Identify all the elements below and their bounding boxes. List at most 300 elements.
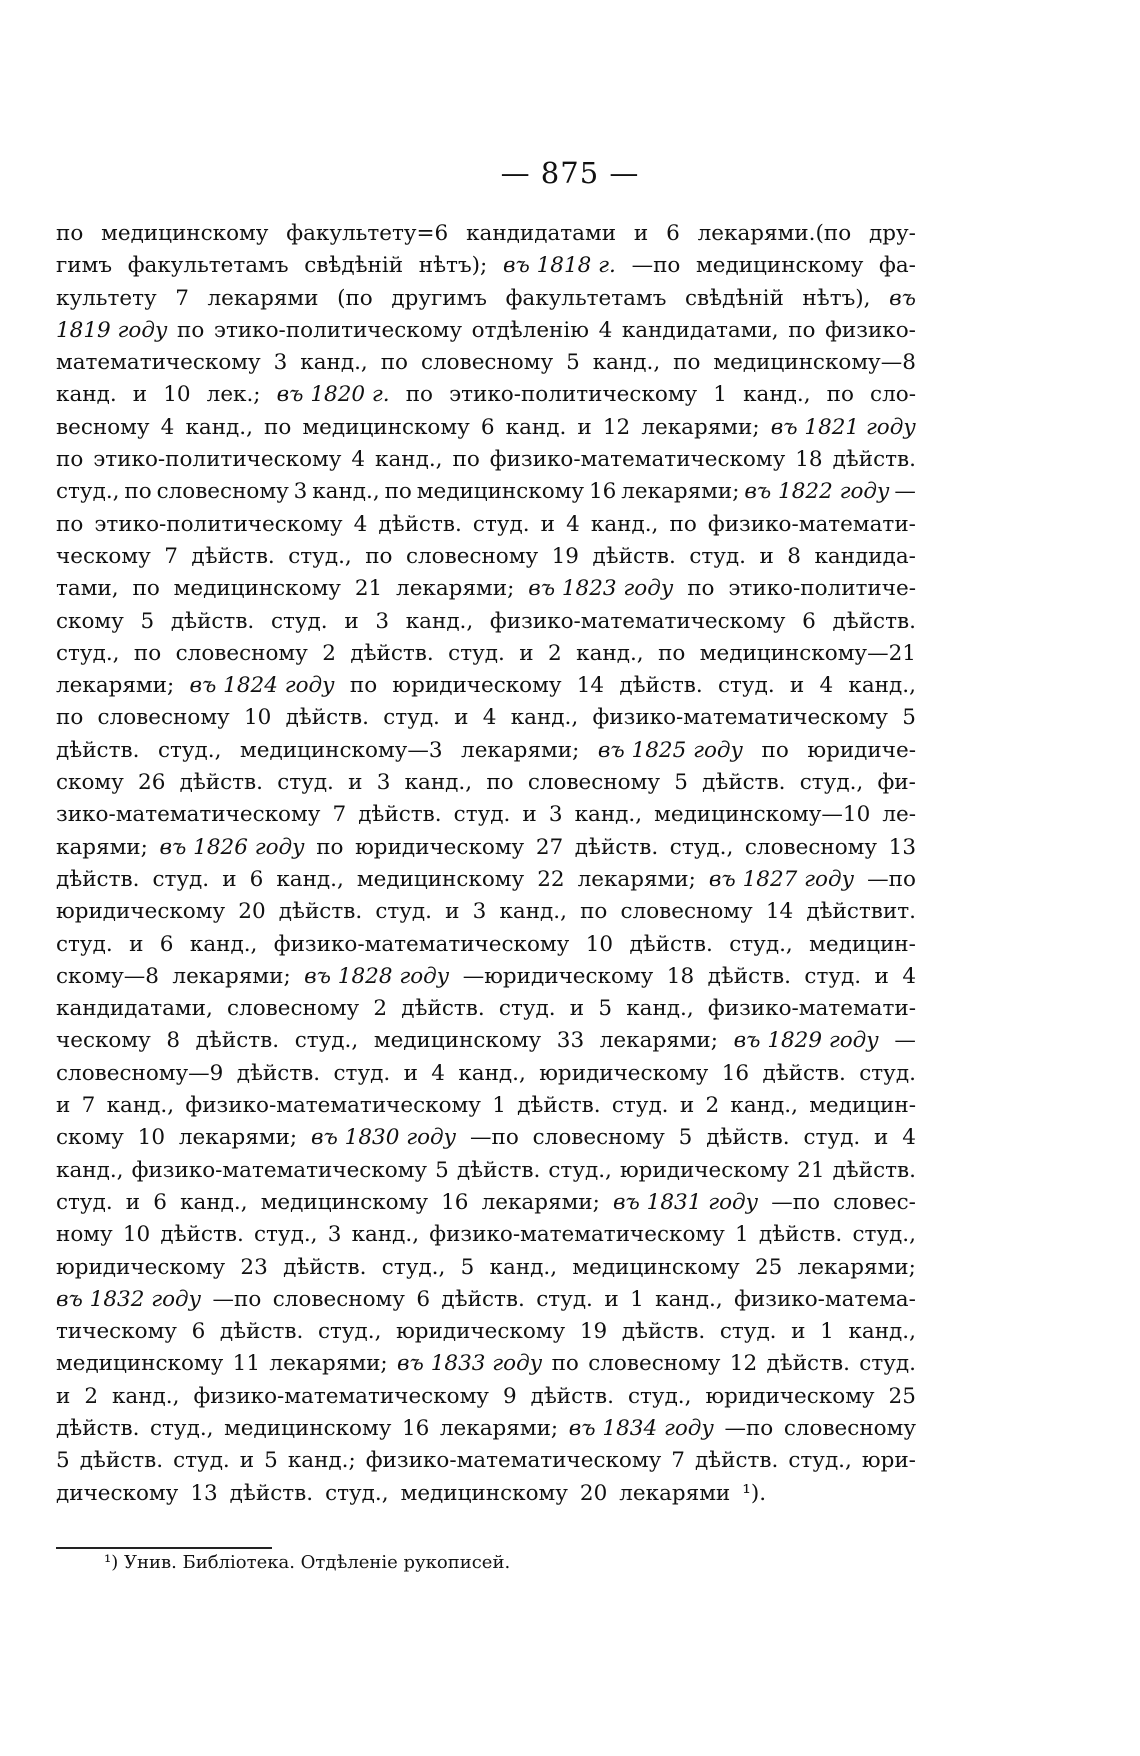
- word: словесному: [620, 899, 753, 925]
- word: лекарями;: [269, 1351, 388, 1377]
- word: 6: [159, 931, 174, 957]
- word: этико-политическому: [93, 447, 342, 473]
- word: и: [759, 543, 774, 569]
- word: 19: [579, 1319, 608, 1345]
- word: по: [580, 899, 608, 925]
- word: дѣйств.: [517, 1093, 601, 1119]
- word: дѣйств.: [285, 705, 369, 731]
- word: студ.: [859, 1060, 916, 1086]
- word: 4: [482, 705, 497, 731]
- word: лекарями;: [396, 576, 515, 602]
- word: и: [791, 1319, 806, 1345]
- word: канд.,: [576, 640, 644, 666]
- word: канд.,: [574, 802, 643, 828]
- word: дическому: [56, 1480, 179, 1506]
- text-line: [56, 993, 916, 1025]
- word: канд.,: [185, 414, 253, 440]
- word: дѣйств.: [378, 511, 462, 537]
- word: физико-: [825, 317, 916, 343]
- word: лекарями;: [641, 414, 760, 440]
- text-line: [56, 283, 916, 315]
- year-phrase: въ 1829 году: [733, 1028, 879, 1054]
- word: 5: [435, 1157, 449, 1183]
- year-phrase: въ 1834 году: [568, 1415, 714, 1441]
- word: 12: [729, 1351, 758, 1377]
- word: канд.,: [458, 1060, 526, 1086]
- word: физико-математическому: [193, 1383, 489, 1409]
- text-line: [56, 1381, 916, 1413]
- text-line: [56, 864, 916, 896]
- word: юридическому: [705, 1383, 875, 1409]
- text-line: [56, 573, 916, 605]
- word: —: [894, 479, 916, 505]
- word: дѣйств.: [706, 1125, 790, 1151]
- word: студ.,: [150, 1415, 214, 1441]
- text-line: [56, 1025, 916, 1057]
- word: и: [540, 511, 556, 537]
- word: студ.: [611, 1093, 669, 1119]
- word: медицинскому—3: [240, 737, 443, 763]
- word: 7: [81, 1093, 96, 1119]
- text-line: [56, 1316, 916, 1348]
- text-line: [56, 1187, 916, 1219]
- word: 5: [598, 996, 613, 1022]
- word: дѣйств.: [56, 866, 140, 892]
- footnote: ¹) Унив. Библіотека. Отдѣленіе рукописей.: [104, 1552, 511, 1573]
- word: медицин-: [809, 1093, 916, 1119]
- text-line: [56, 1219, 916, 1251]
- word: лекарями;: [439, 1415, 559, 1441]
- year-phrase: въ 1824 году: [189, 673, 335, 699]
- word: дѣйств.: [832, 608, 916, 634]
- word: 13: [190, 1480, 218, 1506]
- word: 1: [713, 382, 727, 408]
- body-text: [56, 218, 916, 1510]
- word: словесному: [527, 770, 660, 796]
- word: медицинскому—8: [713, 350, 916, 376]
- word: юридическому: [392, 673, 562, 699]
- word: студ.: [375, 899, 432, 925]
- word: и: [454, 705, 469, 731]
- text-line: [56, 218, 916, 250]
- year-phrase: въ 1822 году: [744, 479, 890, 505]
- word: гимъ: [56, 253, 112, 279]
- word: 5: [460, 1254, 475, 1280]
- text-line: [56, 250, 916, 282]
- word: 6: [249, 866, 264, 892]
- word: 16: [721, 1060, 750, 1086]
- word: 20: [579, 1480, 608, 1506]
- word: и: [239, 1448, 255, 1474]
- word: словесному: [532, 1125, 665, 1151]
- text-line: [56, 1090, 916, 1122]
- word: 21: [797, 1157, 825, 1183]
- word: дѣйств.: [441, 1286, 525, 1312]
- word: скому: [56, 1125, 124, 1151]
- word: 4: [902, 963, 916, 989]
- word: 4: [351, 447, 366, 473]
- text-line: [56, 1413, 916, 1445]
- word: зико-математическому: [56, 802, 321, 828]
- word: физико-математическому: [273, 931, 570, 957]
- year-phrase: въ 1820 г.: [276, 382, 390, 408]
- word: канд.,: [56, 1157, 124, 1183]
- word: —по: [470, 1125, 519, 1151]
- word: 16: [441, 1189, 469, 1215]
- word: медицин-: [809, 931, 916, 957]
- word: и: [125, 1189, 141, 1215]
- word: по: [124, 479, 152, 505]
- word: скому—8: [56, 963, 159, 989]
- text-line: [56, 1155, 916, 1187]
- word: дру-: [868, 221, 916, 246]
- text-line: [56, 541, 916, 573]
- word: по: [669, 511, 697, 537]
- word: и: [874, 963, 889, 989]
- word: 4: [566, 511, 580, 537]
- word: физико-математическому: [489, 447, 786, 473]
- year-phrase: въ 1821 году: [770, 414, 916, 440]
- text-line: [56, 1122, 916, 1154]
- word: 3: [327, 1222, 342, 1248]
- word: канд.;: [287, 1448, 356, 1474]
- word: нѣтъ),: [802, 285, 871, 311]
- word: юри-: [861, 1448, 916, 1474]
- word: студ.: [448, 640, 505, 666]
- word: лекарями;: [621, 479, 740, 505]
- word: канд.,: [106, 1093, 175, 1119]
- word: медицинскому—21: [699, 640, 916, 666]
- word: весному: [56, 414, 150, 440]
- word: 4: [902, 1125, 916, 1151]
- word: словесному: [405, 543, 539, 569]
- word: по: [761, 737, 789, 763]
- word: 10: [585, 931, 614, 957]
- word: словесному: [272, 1286, 405, 1312]
- word: физико-математическому: [592, 705, 888, 731]
- word: дѣйств.: [350, 640, 434, 666]
- word: 5: [674, 770, 688, 796]
- word: медицинскому: [173, 576, 341, 602]
- word: культету: [56, 285, 157, 311]
- word: канд.,: [180, 1189, 248, 1215]
- word: 6: [416, 1286, 430, 1312]
- word: студ.,: [799, 770, 864, 796]
- word: дѣйств.: [762, 1060, 846, 1086]
- word: по: [349, 673, 378, 699]
- word: фа-: [879, 253, 916, 279]
- year-phrase: въ 1825 году: [597, 737, 743, 763]
- text-line: [56, 476, 916, 508]
- word: по: [826, 382, 854, 408]
- word: по: [551, 1351, 579, 1377]
- word: физико-математическому: [429, 1222, 725, 1248]
- word: 4: [431, 1060, 445, 1086]
- word: дѣйств.: [694, 1448, 779, 1474]
- year-phrase: въ 1827 году: [708, 866, 855, 892]
- word: 22: [537, 866, 565, 892]
- word: и: [522, 802, 537, 828]
- word: 1: [630, 1286, 644, 1312]
- word: студ.,: [294, 1028, 359, 1054]
- word: тическому: [56, 1319, 177, 1345]
- word: дѣйств.: [456, 1157, 541, 1183]
- word: юридическому: [56, 899, 226, 925]
- word: студ.,: [852, 1222, 916, 1248]
- year-phrase: въ 1833 году: [397, 1351, 543, 1377]
- word: по: [56, 447, 84, 473]
- word: дѣйств.: [629, 931, 713, 957]
- word: этико-политиче-: [728, 576, 916, 602]
- word: кандида-: [814, 543, 916, 569]
- word: 6: [480, 414, 495, 440]
- word: 4: [160, 414, 175, 440]
- word: 20: [238, 899, 266, 925]
- word: студ.,: [288, 543, 352, 569]
- word: студ.,: [788, 1448, 852, 1474]
- word: дѣйств.: [195, 1028, 280, 1054]
- word: студ.: [689, 543, 746, 569]
- word: по: [673, 350, 701, 376]
- word: 1: [492, 1093, 506, 1119]
- word: ле-: [882, 802, 916, 828]
- word: 14: [576, 673, 605, 699]
- word: и: [222, 866, 237, 892]
- word: медицинскому: [224, 1415, 392, 1441]
- word: кандидатами: [466, 221, 617, 246]
- word: 4: [353, 511, 368, 537]
- word: лекарями;: [178, 1125, 298, 1151]
- word: словесному: [783, 1415, 916, 1441]
- word: 4: [598, 317, 613, 343]
- word: дѣйств.: [702, 770, 786, 796]
- word: 6: [191, 1319, 206, 1345]
- word: словесному: [227, 996, 360, 1022]
- word: дѣйств.: [592, 543, 676, 569]
- word: медицинскому: [373, 1028, 542, 1054]
- text-line: [56, 315, 916, 347]
- word: дѣйств.: [358, 802, 442, 828]
- word: ческому: [56, 1028, 151, 1054]
- year-phrase: въ 1826 году: [159, 834, 305, 860]
- word: дѣйств.: [191, 543, 275, 569]
- word: по: [452, 447, 480, 473]
- word: канд.,: [189, 931, 258, 957]
- word: студ.: [498, 996, 556, 1022]
- word: 10: [137, 1125, 166, 1151]
- word: и: [403, 1060, 418, 1086]
- word: и: [56, 1093, 71, 1119]
- word: 2: [548, 640, 562, 666]
- word: студ.,: [157, 737, 222, 763]
- word: студ.: [719, 1319, 777, 1345]
- word: канд.,: [111, 1383, 180, 1409]
- word: —юридическому: [462, 963, 654, 989]
- text-line: [56, 606, 916, 638]
- word: —по: [212, 1286, 262, 1312]
- year-phrase: въ 1832 году: [56, 1286, 202, 1312]
- word: студ.: [152, 866, 210, 892]
- word: студ.,: [729, 931, 793, 957]
- text-line: [56, 1284, 916, 1316]
- word: 10: [122, 1222, 151, 1248]
- word: студ.: [173, 1448, 230, 1474]
- word: 5: [566, 350, 580, 376]
- word: факультетамъ: [127, 253, 289, 279]
- text-line: [56, 735, 916, 767]
- word: 6: [666, 221, 680, 246]
- word: студ.,: [381, 1254, 446, 1280]
- word: 2: [373, 996, 388, 1022]
- word: лекарями;: [599, 1028, 719, 1054]
- text-line: [56, 1252, 916, 1284]
- text-line: [56, 1348, 916, 1380]
- word: канд.,: [655, 1286, 723, 1312]
- word: физико-матема-: [734, 1286, 916, 1312]
- word: студ.: [56, 1189, 113, 1215]
- text-line: [56, 379, 916, 411]
- year-phrase: въ 1830 году: [311, 1125, 457, 1151]
- word: медицинскому: [416, 479, 585, 505]
- word: другимъ: [391, 285, 487, 311]
- word: студ.: [536, 1286, 593, 1312]
- word: дѣйств.: [170, 608, 255, 634]
- word: 19: [551, 543, 579, 569]
- word: студ.: [56, 931, 113, 957]
- word: лекарями: [207, 285, 319, 311]
- word: по: [264, 414, 292, 440]
- word: 6: [153, 1189, 167, 1215]
- year-phrase: 1819 году: [56, 317, 168, 343]
- word: кандидатами,: [621, 317, 779, 343]
- word: 10: [163, 382, 191, 408]
- word: сло-: [870, 382, 916, 408]
- word: и: [132, 382, 148, 408]
- word: 1: [734, 1222, 749, 1248]
- word: медицинскому—10: [654, 802, 871, 828]
- word: лекарями;: [172, 963, 291, 989]
- word: 3: [375, 608, 390, 634]
- word: и: [789, 673, 805, 699]
- word: факультету=6: [286, 221, 449, 246]
- word: 16: [401, 1415, 430, 1441]
- word: медицинскому: [56, 1351, 224, 1377]
- word: по: [56, 221, 84, 246]
- word: дѣйств.: [56, 1415, 140, 1441]
- word: канд.,: [351, 1222, 420, 1248]
- word: и: [348, 770, 363, 796]
- word: и: [633, 221, 649, 246]
- word: и: [519, 640, 534, 666]
- text-line: [56, 444, 916, 476]
- word: и: [604, 1286, 619, 1312]
- word: 6: [802, 608, 816, 634]
- text-line: [56, 1445, 916, 1477]
- word: 5: [140, 608, 155, 634]
- word: по: [365, 543, 393, 569]
- text-line: [56, 767, 916, 799]
- word: карями;: [56, 834, 148, 860]
- word: нѣтъ);: [418, 253, 488, 279]
- word: дѣйств.: [621, 1319, 706, 1345]
- word: 26: [138, 770, 166, 796]
- word: по: [405, 382, 433, 408]
- word: физико-математическому: [185, 1093, 481, 1119]
- word: лекарями: [619, 1480, 731, 1506]
- word: лекарями;: [797, 1254, 916, 1280]
- word: дѣйств.: [530, 1383, 615, 1409]
- word: студ.,: [627, 1383, 692, 1409]
- word: студ.: [804, 963, 862, 989]
- word: канд.,: [743, 382, 811, 408]
- word: скому: [56, 770, 124, 796]
- word: канд.,: [592, 350, 661, 376]
- word: —по: [631, 253, 681, 279]
- word: и: [129, 931, 144, 957]
- word: 11: [232, 1351, 261, 1377]
- word: 5: [678, 1125, 693, 1151]
- word: физико-математи-: [707, 511, 916, 537]
- word: 23: [240, 1254, 268, 1280]
- word: и: [445, 899, 460, 925]
- year-phrase: въ 1818 г.: [502, 253, 616, 279]
- word: дѣйств.: [832, 1157, 916, 1183]
- word: дѣйствит.: [806, 899, 916, 925]
- word: лекарями.(по: [697, 221, 852, 246]
- word: 5: [902, 705, 916, 731]
- word: 7: [164, 543, 178, 569]
- word: лек.;: [206, 382, 261, 408]
- word: канд.,: [626, 996, 694, 1022]
- word: по: [384, 479, 412, 505]
- year-phrase: въ 1831 году: [613, 1189, 759, 1215]
- word: дѣйств.: [229, 1480, 314, 1506]
- word: —: [894, 1028, 916, 1054]
- word: лекарями;: [481, 1189, 600, 1215]
- word: студ.: [718, 673, 775, 699]
- word: студ.,: [548, 1157, 612, 1183]
- word: дѣйств.: [160, 1222, 244, 1248]
- text-line: [56, 412, 916, 444]
- word: студ.,: [317, 1319, 382, 1345]
- word: 3: [548, 802, 563, 828]
- word: свѣдѣній: [304, 253, 404, 279]
- word: студ.,: [56, 479, 120, 505]
- text-line: [56, 509, 916, 541]
- word: студ.: [859, 1351, 916, 1377]
- word: 27: [535, 834, 564, 860]
- word: физико-математическому: [365, 1448, 662, 1474]
- word: канд.,: [499, 899, 567, 925]
- word: дѣйств.: [283, 1254, 367, 1280]
- text-line: [56, 929, 916, 961]
- word: дѣйств.: [707, 963, 791, 989]
- word: студ.,: [669, 834, 734, 860]
- text-line: [56, 638, 916, 670]
- word: и: [56, 1383, 71, 1409]
- word: словес-: [833, 1189, 916, 1215]
- text-line: [56, 799, 916, 831]
- word: 7: [671, 1448, 685, 1474]
- word: по: [56, 705, 84, 731]
- word: дѣйств.: [574, 834, 659, 860]
- word: дѣйств.: [236, 1060, 321, 1086]
- text-line: [56, 702, 916, 734]
- word: юридическому: [619, 1157, 790, 1183]
- word: словесному: [744, 834, 878, 860]
- word: ¹).: [742, 1480, 767, 1506]
- word: этико-политическому: [213, 317, 463, 343]
